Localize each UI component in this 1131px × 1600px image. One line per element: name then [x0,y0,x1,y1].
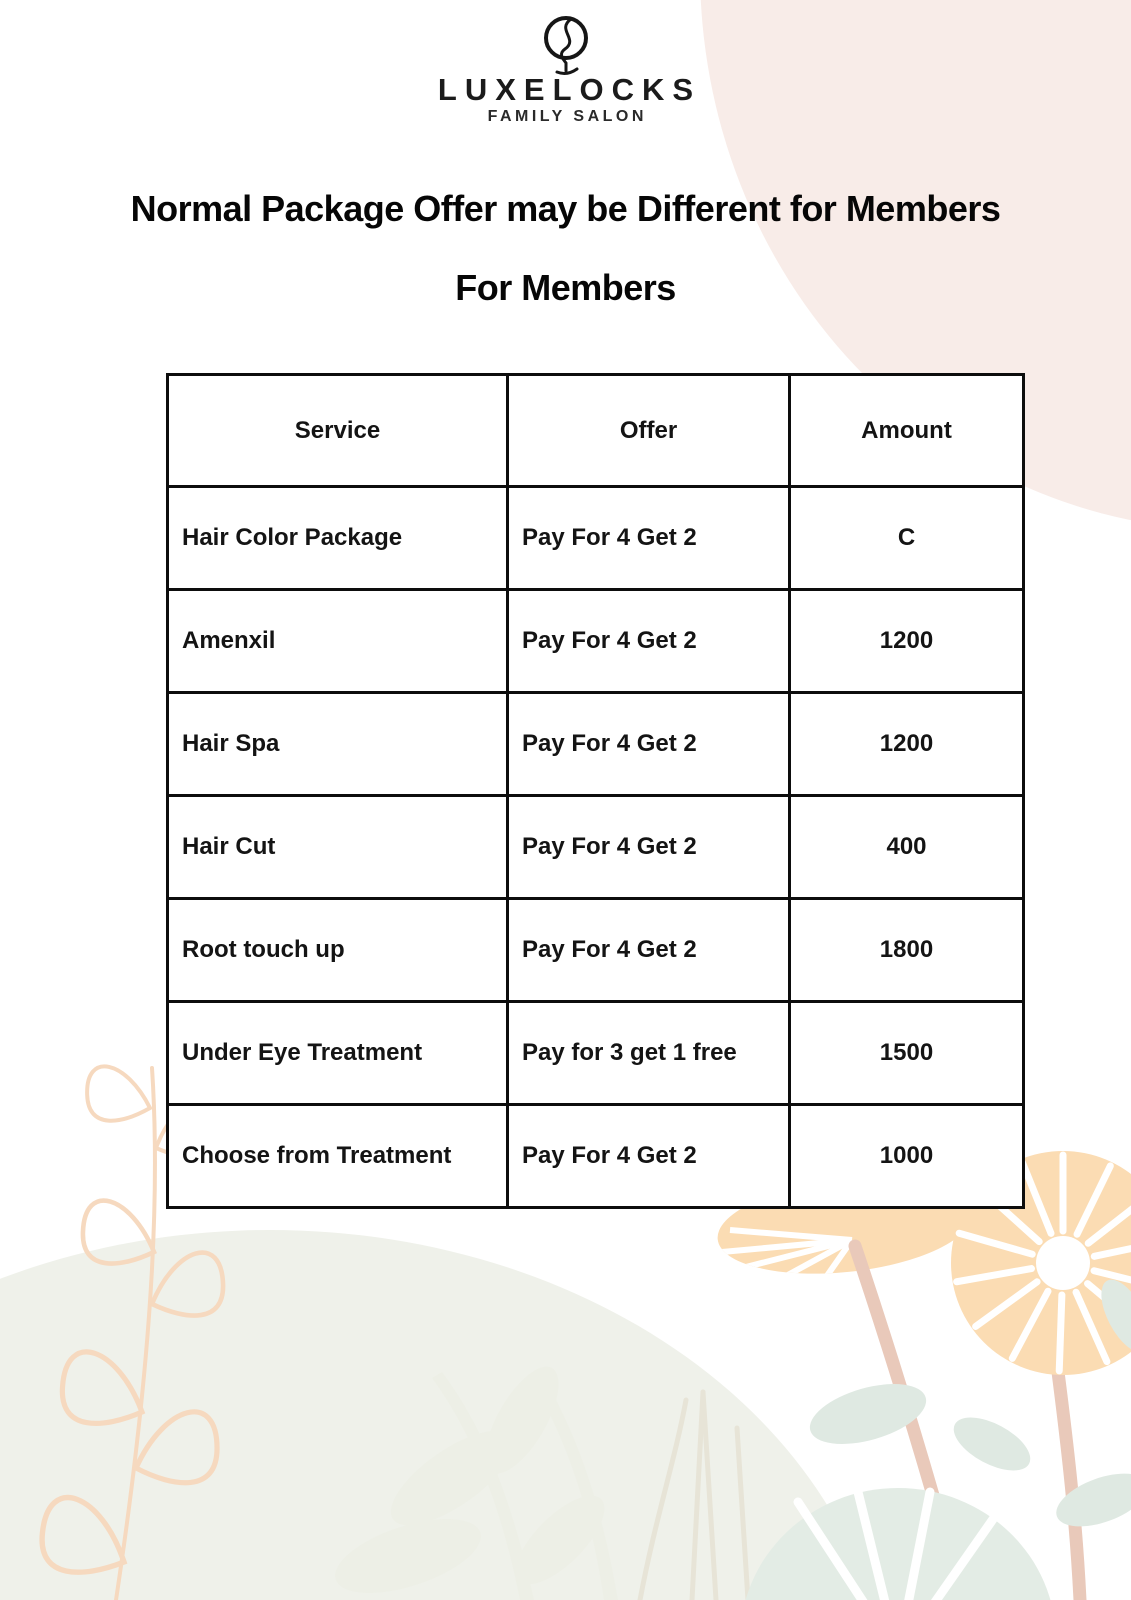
table-row [168,1105,1024,1208]
amount-cell: 1500 [790,1002,1024,1105]
column-header-offer: Offer [508,375,790,487]
table-row [168,1002,1024,1105]
amount-cell: C [790,487,1024,590]
service-cell: Under Eye Treatment [168,1002,508,1105]
service-cell: Choose from Treatment [168,1105,508,1208]
service-cell: Root touch up [168,899,508,1002]
offer-cell: Pay For 4 Get 2 [508,590,790,693]
table-row [168,796,1024,899]
column-header-service: Service [168,375,508,487]
table-row [168,590,1024,693]
table-row [168,899,1024,1002]
offer-cell: Pay For 4 Get 2 [508,487,790,590]
page-subtitle: For Members [455,267,676,308]
table-row [168,487,1024,590]
offer-cell: Pay For 4 Get 2 [508,899,790,1002]
offer-cell: Pay For 4 Get 2 [508,796,790,899]
hair-strand-circle-icon [528,10,604,80]
price-table [166,373,1025,1209]
amount-cell: 400 [790,796,1024,899]
service-cell: Hair Spa [168,693,508,796]
table-header-row [168,375,1024,487]
amount-cell: 1200 [790,693,1024,796]
service-cell: Hair Cut [168,796,508,899]
offer-cell: Pay For 4 Get 2 [508,1105,790,1208]
price-table-body [168,487,1024,1208]
brand-name: LUXELOCKS [437,72,702,107]
brand-tagline: FAMILY SALON [487,108,647,125]
page-title: Normal Package Offer may be Different for Members [130,188,1001,229]
column-header-amount: Amount [790,375,1024,487]
service-cell: Amenxil [168,590,508,693]
table-row [168,693,1024,796]
offer-cell: Pay For 4 Get 2 [508,693,790,796]
amount-cell: 1800 [790,899,1024,1002]
offer-cell: Pay for 3 get 1 free [508,1002,790,1105]
amount-cell: 1000 [790,1105,1024,1208]
service-cell: Hair Color Package [168,487,508,590]
amount-cell: 1200 [790,590,1024,693]
